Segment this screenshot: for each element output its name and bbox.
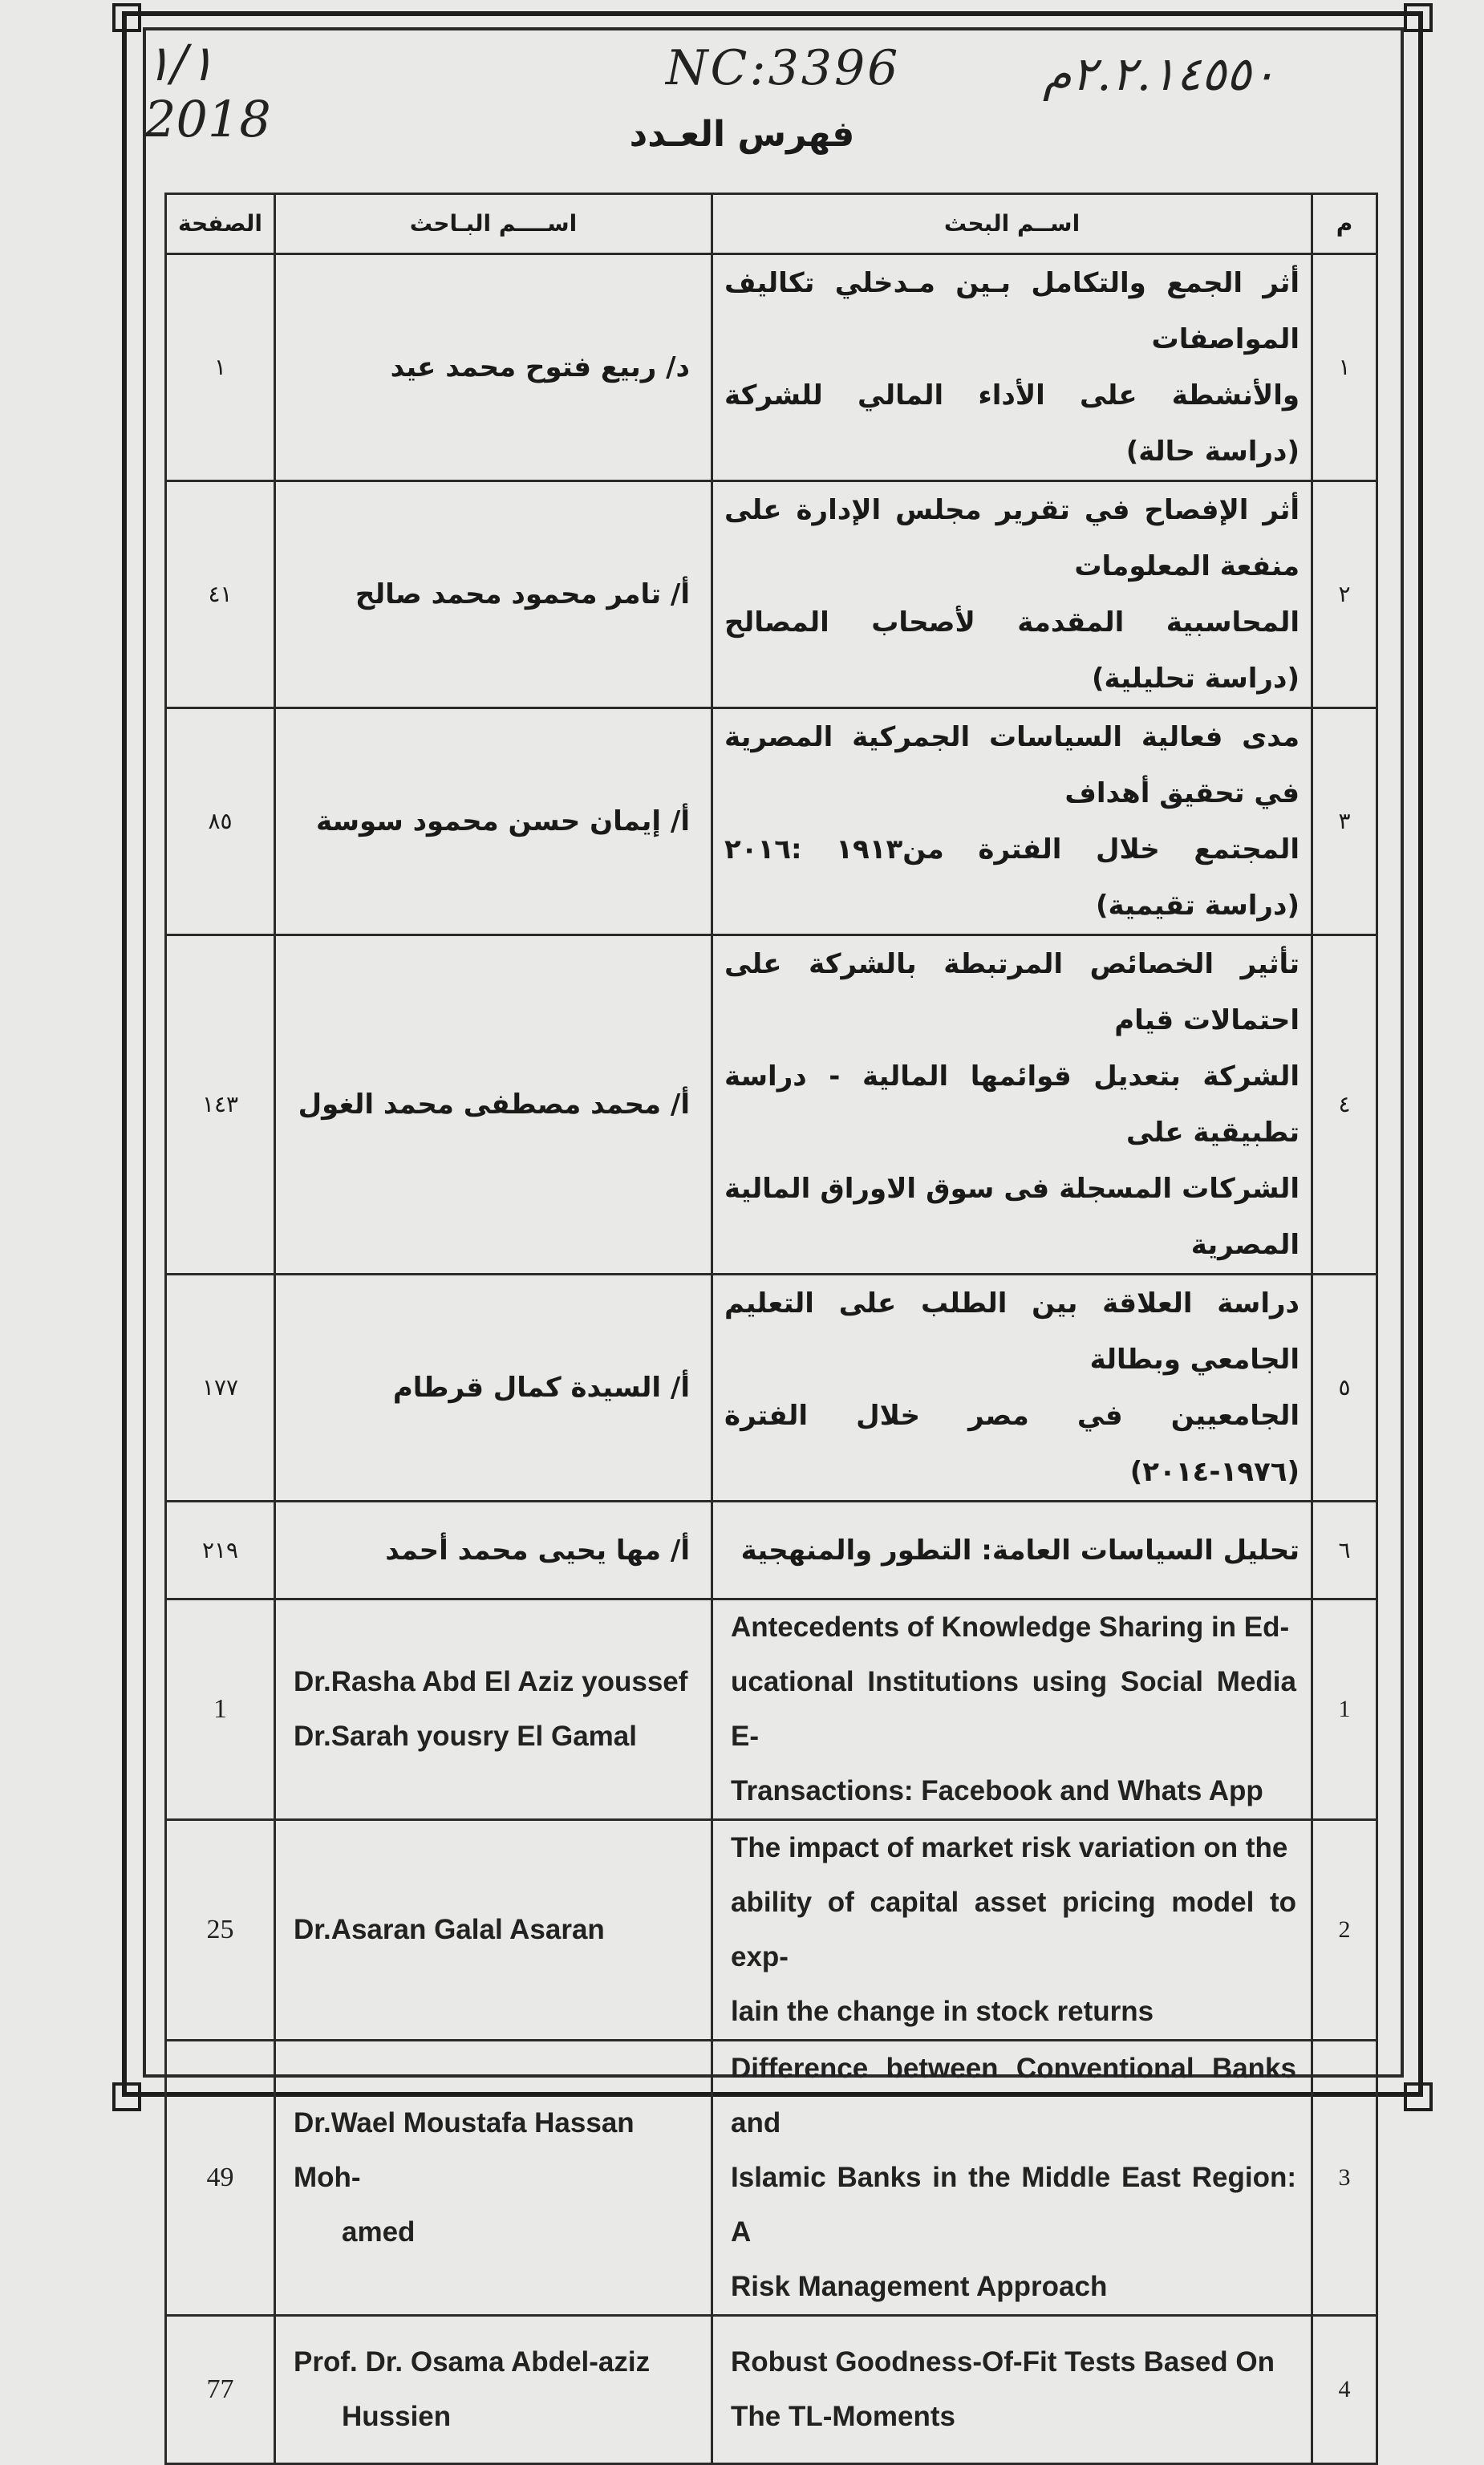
handwritten-date: ٢.٢.١٤٥٥٠م bbox=[1043, 47, 1276, 101]
researcher-name: أ/ محمد مصطفى محمد الغول bbox=[275, 935, 712, 1275]
researcher-name bbox=[275, 2316, 712, 2464]
research-title bbox=[712, 1275, 1312, 1502]
researcher-name-line: Dr.Sarah yousry El Gamal bbox=[294, 1721, 637, 1752]
table-row bbox=[166, 1820, 1377, 2041]
research-title-line: Transactions: Facebook and Whats App bbox=[731, 1775, 1263, 1806]
research-title bbox=[712, 708, 1312, 935]
table-row bbox=[166, 1502, 1377, 1599]
researcher-name-line: Prof. Dr. Osama Abdel-aziz bbox=[294, 2346, 651, 2378]
research-title-line: ability of capital asset pricing model to exp- bbox=[731, 1887, 1296, 1972]
research-title-line: The impact of market risk variation on the bbox=[731, 1832, 1288, 1863]
research-title-line: مدى فعالية السياسات الجمركية المصرية في تحقيق أهداف bbox=[724, 721, 1300, 809]
row-number: ١ bbox=[1312, 254, 1377, 481]
page-number: ١ bbox=[166, 254, 275, 481]
row-number: ٢ bbox=[1312, 481, 1377, 708]
researcher-name: أ/ مها يحيى محمد أحمد bbox=[275, 1502, 712, 1599]
page-number: ٨٥ bbox=[166, 708, 275, 935]
table-header-row bbox=[166, 194, 1377, 254]
table-row bbox=[166, 2316, 1377, 2464]
research-title bbox=[712, 2316, 1312, 2464]
research-title-line: الشركات المسجلة فى سوق الاوراق المالية المصرية bbox=[724, 1173, 1300, 1261]
researcher-name-line: Hussien bbox=[342, 2401, 452, 2432]
research-title-line: الجامعيين في مصر خلال الفترة (١٩٧٦-٢٠١٤) bbox=[724, 1400, 1300, 1488]
research-title-line: أثر الجمع والتكامل بـين مـدخلي تكاليف المواصفات bbox=[724, 267, 1300, 355]
researcher-name bbox=[275, 2041, 712, 2316]
page-number: 49 bbox=[166, 2041, 275, 2316]
row-number: ٦ bbox=[1312, 1502, 1377, 1599]
research-title-line: Antecedents of Knowledge Sharing in Ed- bbox=[731, 1612, 1290, 1643]
frame-corner-tl bbox=[112, 3, 141, 32]
researcher-name: أ/ إيمان حسن محمود سوسة bbox=[275, 708, 712, 935]
contents-table bbox=[164, 193, 1378, 2465]
row-number: 4 bbox=[1312, 2316, 1377, 2464]
research-title bbox=[712, 1820, 1312, 2041]
research-title-line: والأنشطة على الأداء المالي للشركة (دراسة حالة) bbox=[724, 379, 1300, 468]
row-number: 3 bbox=[1312, 2041, 1377, 2316]
research-title-line: The TL-Moments bbox=[731, 2401, 955, 2432]
research-title bbox=[712, 1599, 1312, 1820]
page-title: فهرس العـدد bbox=[629, 114, 855, 155]
row-number: ٤ bbox=[1312, 935, 1377, 1275]
frame-corner-tr bbox=[1404, 3, 1433, 32]
researcher-name: د/ ربيع فتوح محمد عيد bbox=[275, 254, 712, 481]
researcher-name bbox=[275, 1599, 712, 1820]
page-number: ٤١ bbox=[166, 481, 275, 708]
research-title bbox=[712, 481, 1312, 708]
frame-corner-bl bbox=[112, 2082, 141, 2111]
research-title-line: دراسة العلاقة بين الطلب على التعليم الجامعي وبطالة bbox=[724, 1287, 1300, 1376]
table-row bbox=[166, 481, 1377, 708]
research-title-line: Risk Management Approach bbox=[731, 2271, 1108, 2302]
header-number: م bbox=[1312, 194, 1377, 254]
researcher-name: أ/ تامر محمود محمد صالح bbox=[275, 481, 712, 708]
research-title-line: Robust Goodness-Of-Fit Tests Based On bbox=[731, 2346, 1275, 2378]
researcher-name-line: Dr.Wael Moustafa Hassan Moh- bbox=[294, 2107, 635, 2193]
handwritten-catalog-code: NC:3396 bbox=[666, 40, 901, 96]
research-title-line: الشركة بتعديل قوائمها المالية - دراسة تطبيقية على bbox=[724, 1060, 1300, 1149]
table-row bbox=[166, 1599, 1377, 1820]
header-researcher: اســــم البـاحث bbox=[275, 194, 712, 254]
table-row bbox=[166, 2041, 1377, 2316]
research-title-line: أثر الإفصاح في تقرير مجلس الإدارة على منفعة المعلومات bbox=[724, 494, 1300, 582]
researcher-name-line: amed bbox=[342, 2216, 416, 2248]
table-row bbox=[166, 708, 1377, 935]
page-number: ١٤٣ bbox=[166, 935, 275, 1275]
research-title bbox=[712, 935, 1312, 1275]
page-number: ٢١٩ bbox=[166, 1502, 275, 1599]
research-title-line: المجتمع خلال الفترة من١٩١٣ :٢٠١٦ (دراسة تقيمية) bbox=[724, 833, 1300, 922]
handwritten-number-top-left: ١/١ 2018 bbox=[144, 34, 271, 148]
page-number: 77 bbox=[166, 2316, 275, 2464]
research-title-line: lain the change in stock returns bbox=[731, 1996, 1154, 2027]
research-title-line: المحاسبية المقدمة لأصحاب المصالح (دراسة تحليلية) bbox=[724, 606, 1300, 695]
header-research: اســم البحث bbox=[712, 194, 1312, 254]
researcher-name: أ/ السيدة كمال قرطام bbox=[275, 1275, 712, 1502]
row-number: 1 bbox=[1312, 1599, 1377, 1820]
researcher-name bbox=[275, 1820, 712, 2041]
table-row bbox=[166, 1275, 1377, 1502]
researcher-name-line: Dr.Rasha Abd El Aziz youssef bbox=[294, 1666, 688, 1697]
research-title-line: تأثير الخصائص المرتبطة بالشركة على احتمالات قيام bbox=[724, 948, 1300, 1036]
research-title bbox=[712, 2041, 1312, 2316]
research-title-line: ucational Institutions using Social Media E- bbox=[731, 1666, 1296, 1752]
research-title bbox=[712, 1502, 1312, 1599]
research-title bbox=[712, 254, 1312, 481]
table-row bbox=[166, 254, 1377, 481]
research-title-line: Difference between Conventional Banks and bbox=[731, 2053, 1296, 2139]
research-title-line: تحليل السياسات العامة: التطور والمنهجية bbox=[740, 1534, 1300, 1567]
row-number: 2 bbox=[1312, 1820, 1377, 2041]
research-title-line: Islamic Banks in the Middle East Region: A bbox=[731, 2162, 1296, 2248]
header-page: الصفحة bbox=[166, 194, 275, 254]
page-number: 25 bbox=[166, 1820, 275, 2041]
row-number: ٥ bbox=[1312, 1275, 1377, 1502]
row-number: ٣ bbox=[1312, 708, 1377, 935]
frame-corner-br bbox=[1404, 2082, 1433, 2111]
page-number: ١٧٧ bbox=[166, 1275, 275, 1502]
researcher-name-line: Dr.Asaran Galal Asaran bbox=[294, 1914, 605, 1945]
page-number: 1 bbox=[166, 1599, 275, 1820]
table-row bbox=[166, 935, 1377, 1275]
